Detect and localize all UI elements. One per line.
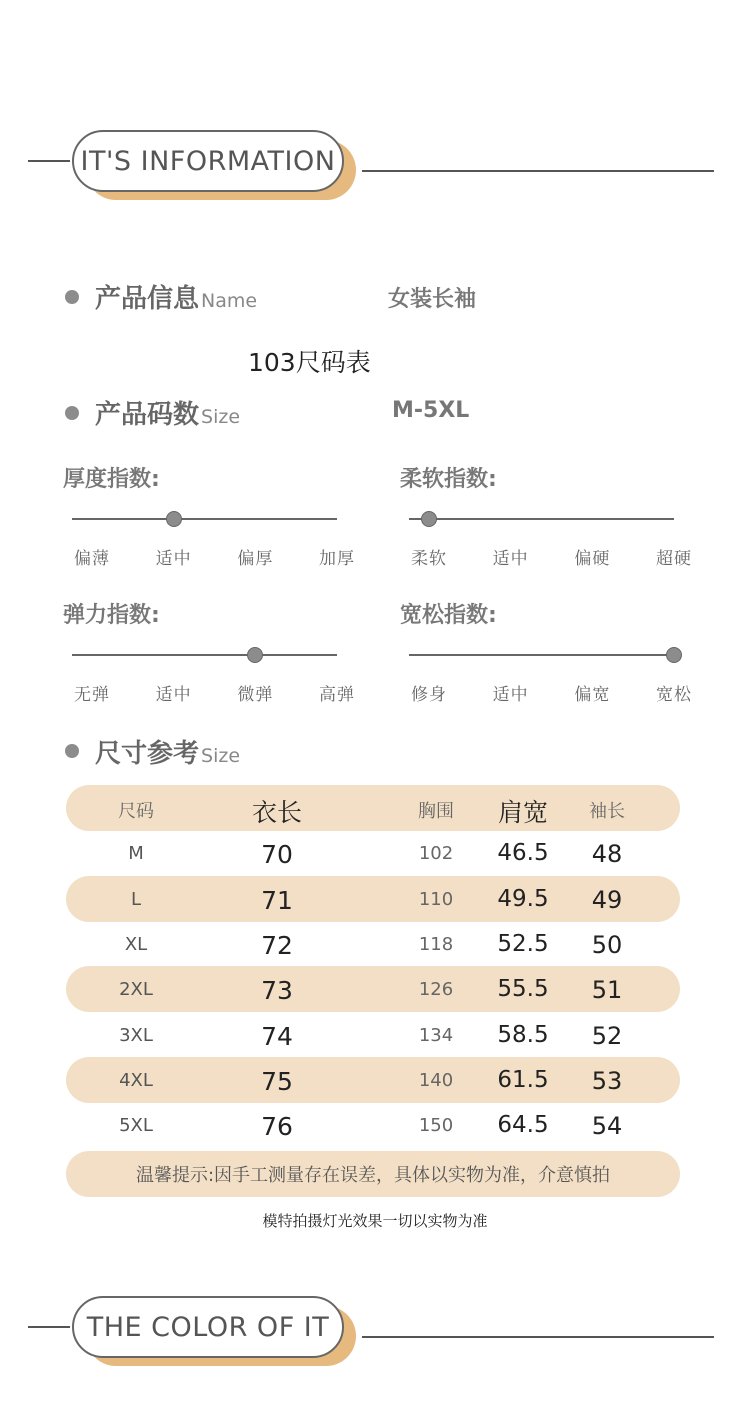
index-option: 微弹 <box>237 685 274 705</box>
index-option: 适中 <box>155 549 192 569</box>
banner-title-top: IT'S INFORMATION <box>72 130 344 192</box>
table-cell: 64.5 <box>497 1112 549 1139</box>
table-cell: 150 <box>418 1115 454 1137</box>
index-option: 偏厚 <box>237 549 274 569</box>
index-option: 偏硬 <box>574 549 611 569</box>
table-cell: 140 <box>418 1069 454 1091</box>
banner-left-line <box>28 160 70 162</box>
table-cell: 71 <box>261 885 293 915</box>
index-track <box>72 518 337 520</box>
size-ref-label-en: Size <box>201 745 241 767</box>
table-cell: 49 <box>591 885 623 914</box>
table-header-cell: 袖长 <box>589 801 625 822</box>
table-cell: 49.5 <box>497 885 549 912</box>
table-row-band <box>66 876 680 922</box>
product-name-label-en: Name <box>201 290 258 312</box>
table-cell: 76 <box>261 1112 293 1142</box>
index-option: 适中 <box>492 685 529 705</box>
product-size-label <box>95 394 240 431</box>
index-marker <box>421 511 437 527</box>
banner-title-bottom: THE COLOR OF IT <box>72 1296 344 1358</box>
table-cell: 118 <box>418 933 454 955</box>
index-option: 适中 <box>155 685 192 705</box>
table-header-band <box>66 785 680 831</box>
table-cell: 55.5 <box>497 976 549 1003</box>
index-title: 柔软指数: <box>400 467 497 492</box>
table-cell: 73 <box>261 976 293 1006</box>
table-cell: 110 <box>418 888 454 910</box>
table-cell: 48 <box>591 840 623 869</box>
table-cell: L <box>130 888 142 910</box>
size-ref-label <box>95 733 240 770</box>
index-title: 厚度指数: <box>63 467 160 492</box>
tip-text: 温馨提示:因手工测量存在误差，具体以实物为准，介意慎拍 <box>66 1151 680 1197</box>
index-option: 加厚 <box>319 549 355 569</box>
product-name-label <box>95 278 257 315</box>
table-cell: 61.5 <box>497 1066 549 1093</box>
index-option: 宽松 <box>656 685 692 705</box>
index-marker <box>247 647 263 663</box>
index-title: 宽松指数: <box>400 603 497 628</box>
banner-right-line <box>362 1336 714 1338</box>
index-marker <box>666 647 682 663</box>
table-cell: XL <box>124 933 148 955</box>
banner-left-line <box>28 1326 70 1328</box>
index-option: 适中 <box>492 549 529 569</box>
table-cell: 72 <box>261 930 293 960</box>
table-cell: 54 <box>591 1112 623 1141</box>
index-title: 弹力指数: <box>63 603 160 628</box>
index-option: 无弹 <box>74 685 110 705</box>
table-cell: 70 <box>261 840 293 870</box>
table-cell: M <box>128 843 144 865</box>
index-option: 超硬 <box>656 549 692 569</box>
product-name-label-cn: 产品信息 <box>95 284 200 314</box>
product-name-value: 女装长袖 <box>388 287 477 312</box>
table-cell: 5XL <box>119 1115 153 1137</box>
table-header-cell: 胸围 <box>418 801 454 822</box>
table-cell: 75 <box>261 1066 293 1096</box>
index-option: 柔软 <box>411 549 447 569</box>
table-cell: 134 <box>418 1024 454 1046</box>
table-cell: 53 <box>591 1066 623 1095</box>
index-track <box>409 518 674 520</box>
index-track <box>409 654 674 656</box>
table-row-band <box>66 1057 680 1103</box>
table-header-cell: 肩宽 <box>497 798 549 827</box>
table-row-band <box>66 966 680 1012</box>
table-cell: 102 <box>418 843 454 865</box>
table-cell: 74 <box>261 1021 293 1051</box>
product-size-label-cn: 产品码数 <box>95 400 200 430</box>
index-option: 偏宽 <box>574 685 611 705</box>
table-cell: 3XL <box>119 1024 153 1046</box>
table-cell: 50 <box>591 930 623 959</box>
chart-heading: 103尺码表 <box>248 348 371 377</box>
index-track <box>72 654 337 656</box>
bullet-dot <box>65 290 79 304</box>
table-cell: 58.5 <box>497 1021 549 1048</box>
table-cell: 2XL <box>119 979 153 1001</box>
table-cell: 52.5 <box>497 930 549 957</box>
table-cell: 52 <box>591 1021 623 1050</box>
table-cell: 51 <box>591 976 623 1005</box>
bullet-dot <box>65 406 79 420</box>
table-header-cell: 衣长 <box>251 798 303 827</box>
banner-right-line <box>362 170 714 172</box>
index-marker <box>166 511 182 527</box>
table-cell: 46.5 <box>497 840 549 867</box>
size-ref-label-cn: 尺寸参考 <box>95 739 200 769</box>
table-header-cell: 尺码 <box>118 801 154 822</box>
disclaimer-note: 模特拍摄灯光效果一切以实物为准 <box>262 1212 488 1230</box>
table-cell: 4XL <box>119 1069 153 1091</box>
index-option: 修身 <box>411 685 447 705</box>
index-option: 偏薄 <box>74 549 110 569</box>
bullet-dot <box>65 744 79 758</box>
index-option: 高弹 <box>319 685 355 705</box>
table-cell: 126 <box>418 979 454 1001</box>
product-size-label-en: Size <box>201 406 241 428</box>
product-size-value: M-5XL <box>392 398 470 423</box>
